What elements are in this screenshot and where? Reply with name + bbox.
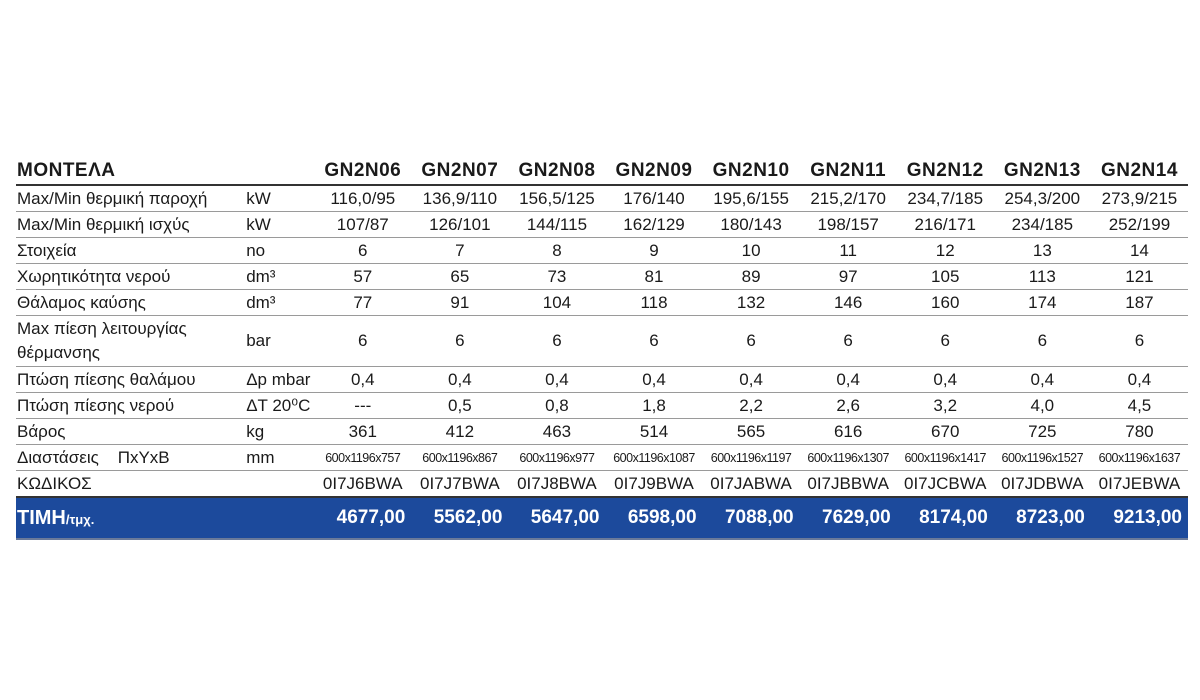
cell-value: 12 [897, 238, 994, 264]
model-name: GN2N10 [703, 152, 800, 185]
cell-value: 132 [703, 290, 800, 316]
cell-value: 3,2 [897, 393, 994, 419]
price-value: 4677,00 [314, 497, 411, 539]
cell-value: 77 [314, 290, 411, 316]
row-unit: mm [244, 445, 314, 471]
table-row [16, 393, 1188, 419]
cell-value: 0,8 [508, 393, 605, 419]
price-label-suffix: /τμχ. [65, 511, 95, 527]
cell-value: 126/101 [411, 212, 508, 238]
price-value: 8723,00 [994, 497, 1091, 539]
cell-value: 600x1196x867 [411, 445, 508, 471]
cell-value: 198/157 [800, 212, 897, 238]
table-row [16, 212, 1188, 238]
row-label: Πτώση πίεσης νερού [16, 393, 244, 419]
spec-table [16, 152, 1188, 540]
table-row [16, 471, 1188, 498]
cell-value: 600x1196x1087 [605, 445, 702, 471]
cell-value: 0I7J7BWA [411, 471, 508, 498]
row-unit: ΔT 20⁰C [244, 393, 314, 419]
row-unit: kW [244, 185, 314, 212]
cell-value: 0,4 [1091, 367, 1188, 393]
row-label: ΚΩΔΙΚΟΣ [16, 471, 244, 498]
cell-value: 0I7JDBWA [994, 471, 1091, 498]
table-row [16, 445, 1188, 471]
cell-value: 14 [1091, 238, 1188, 264]
cell-value: 187 [1091, 290, 1188, 316]
cell-value: 0I7J6BWA [314, 471, 411, 498]
cell-value: 6 [897, 316, 994, 367]
cell-value: 121 [1091, 264, 1188, 290]
table-row [16, 290, 1188, 316]
cell-value: 6 [314, 316, 411, 367]
cell-value: 0,5 [411, 393, 508, 419]
cell-value: 273,9/215 [1091, 185, 1188, 212]
row-unit: Δp mbar [244, 367, 314, 393]
cell-value: 514 [605, 419, 702, 445]
cell-value: 670 [897, 419, 994, 445]
cell-value: 6 [411, 316, 508, 367]
cell-value: 616 [800, 419, 897, 445]
row-label: Max/Min θερμική παροχή [16, 185, 244, 212]
cell-value: 215,2/170 [800, 185, 897, 212]
cell-value: 8 [508, 238, 605, 264]
spec-table-container [16, 152, 1188, 540]
cell-value: 6 [314, 238, 411, 264]
cell-value: 174 [994, 290, 1091, 316]
cell-value: 195,6/155 [703, 185, 800, 212]
cell-value: 0,4 [897, 367, 994, 393]
cell-value: 113 [994, 264, 1091, 290]
cell-value: 180/143 [703, 212, 800, 238]
cell-value: 65 [411, 264, 508, 290]
price-value: 8174,00 [897, 497, 994, 539]
cell-value: 144/115 [508, 212, 605, 238]
cell-value: 116,0/95 [314, 185, 411, 212]
price-value: 7629,00 [800, 497, 897, 539]
row-label: Max πίεση λειτουργίας θέρμανσης [16, 316, 244, 367]
model-name: GN2N09 [605, 152, 702, 185]
cell-value: 176/140 [605, 185, 702, 212]
cell-value: 57 [314, 264, 411, 290]
model-name: GN2N08 [508, 152, 605, 185]
price-value: 6598,00 [605, 497, 702, 539]
row-unit: bar [244, 316, 314, 367]
cell-value: 6 [703, 316, 800, 367]
row-label: Θάλαμος καύσης [16, 290, 244, 316]
table-row [16, 238, 1188, 264]
cell-value: 600x1196x1307 [800, 445, 897, 471]
row-unit: dm³ [244, 290, 314, 316]
cell-value: 0,4 [411, 367, 508, 393]
cell-value: 6 [994, 316, 1091, 367]
model-name: GN2N06 [314, 152, 411, 185]
cell-value: 136,9/110 [411, 185, 508, 212]
row-unit: kW [244, 212, 314, 238]
cell-value: 0,4 [605, 367, 702, 393]
row-label: Βάρος [16, 419, 244, 445]
cell-value: 1,8 [605, 393, 702, 419]
cell-value: 254,3/200 [994, 185, 1091, 212]
cell-value: 0I7JCBWA [897, 471, 994, 498]
cell-value: 0I7J9BWA [605, 471, 702, 498]
cell-value: 0I7J8BWA [508, 471, 605, 498]
cell-value: 97 [800, 264, 897, 290]
cell-value: 252/199 [1091, 212, 1188, 238]
cell-value: 162/129 [605, 212, 702, 238]
cell-value: --- [314, 393, 411, 419]
model-name: GN2N14 [1091, 152, 1188, 185]
cell-value: 0,4 [800, 367, 897, 393]
cell-value: 2,2 [703, 393, 800, 419]
cell-value: 0I7JEBWA [1091, 471, 1188, 498]
cell-value: 10 [703, 238, 800, 264]
cell-value: 4,5 [1091, 393, 1188, 419]
cell-value: 600x1196x1197 [703, 445, 800, 471]
table-row [16, 367, 1188, 393]
cell-value: 0,4 [508, 367, 605, 393]
table-row [16, 185, 1188, 212]
price-row [16, 497, 1188, 539]
cell-value: 463 [508, 419, 605, 445]
header-row [16, 152, 1188, 185]
price-value: 7088,00 [703, 497, 800, 539]
cell-value: 234,7/185 [897, 185, 994, 212]
cell-value: 0,4 [994, 367, 1091, 393]
price-label [16, 497, 314, 539]
row-label: Πτώση πίεσης θαλάμου [16, 367, 244, 393]
cell-value: 73 [508, 264, 605, 290]
cell-value: 105 [897, 264, 994, 290]
models-heading: ΜΟΝΤΕΛΑ [16, 152, 314, 185]
table-row [16, 264, 1188, 290]
cell-value: 91 [411, 290, 508, 316]
cell-value: 6 [508, 316, 605, 367]
row-unit: no [244, 238, 314, 264]
row-label: Διαστάσεις ΠxΥxΒ [16, 445, 244, 471]
cell-value: 0,4 [703, 367, 800, 393]
cell-value: 9 [605, 238, 702, 264]
cell-value: 2,6 [800, 393, 897, 419]
table-row [16, 316, 1188, 367]
cell-value: 6 [800, 316, 897, 367]
row-label: Στοιχεία [16, 238, 244, 264]
cell-value: 107/87 [314, 212, 411, 238]
row-unit: dm³ [244, 264, 314, 290]
table-row [16, 419, 1188, 445]
cell-value: 412 [411, 419, 508, 445]
cell-value: 600x1196x1637 [1091, 445, 1188, 471]
cell-value: 13 [994, 238, 1091, 264]
cell-value: 7 [411, 238, 508, 264]
cell-value: 234/185 [994, 212, 1091, 238]
cell-value: 4,0 [994, 393, 1091, 419]
cell-value: 0I7JABWA [703, 471, 800, 498]
cell-value: 160 [897, 290, 994, 316]
cell-value: 118 [605, 290, 702, 316]
price-label-main: ΤΙΜΗ [17, 506, 66, 529]
cell-value: 0,4 [314, 367, 411, 393]
cell-value: 780 [1091, 419, 1188, 445]
row-label: Max/Min θερμική ισχύς [16, 212, 244, 238]
cell-value: 156,5/125 [508, 185, 605, 212]
cell-value: 600x1196x977 [508, 445, 605, 471]
cell-value: 146 [800, 290, 897, 316]
cell-value: 6 [605, 316, 702, 367]
cell-value: 725 [994, 419, 1091, 445]
cell-value: 600x1196x1527 [994, 445, 1091, 471]
cell-value: 6 [1091, 316, 1188, 367]
price-value: 9213,00 [1091, 497, 1188, 539]
cell-value: 89 [703, 264, 800, 290]
row-label: Χωρητικότητα νερού [16, 264, 244, 290]
cell-value: 600x1196x757 [314, 445, 411, 471]
model-name: GN2N11 [800, 152, 897, 185]
cell-value: 361 [314, 419, 411, 445]
cell-value: 565 [703, 419, 800, 445]
model-name: GN2N07 [411, 152, 508, 185]
model-name: GN2N13 [994, 152, 1091, 185]
cell-value: 216/171 [897, 212, 994, 238]
row-unit: kg [244, 419, 314, 445]
row-unit [244, 471, 314, 498]
cell-value: 600x1196x1417 [897, 445, 994, 471]
cell-value: 104 [508, 290, 605, 316]
cell-value: 11 [800, 238, 897, 264]
cell-value: 81 [605, 264, 702, 290]
price-value: 5562,00 [411, 497, 508, 539]
model-name: GN2N12 [897, 152, 994, 185]
price-value: 5647,00 [508, 497, 605, 539]
cell-value: 0I7JBBWA [800, 471, 897, 498]
